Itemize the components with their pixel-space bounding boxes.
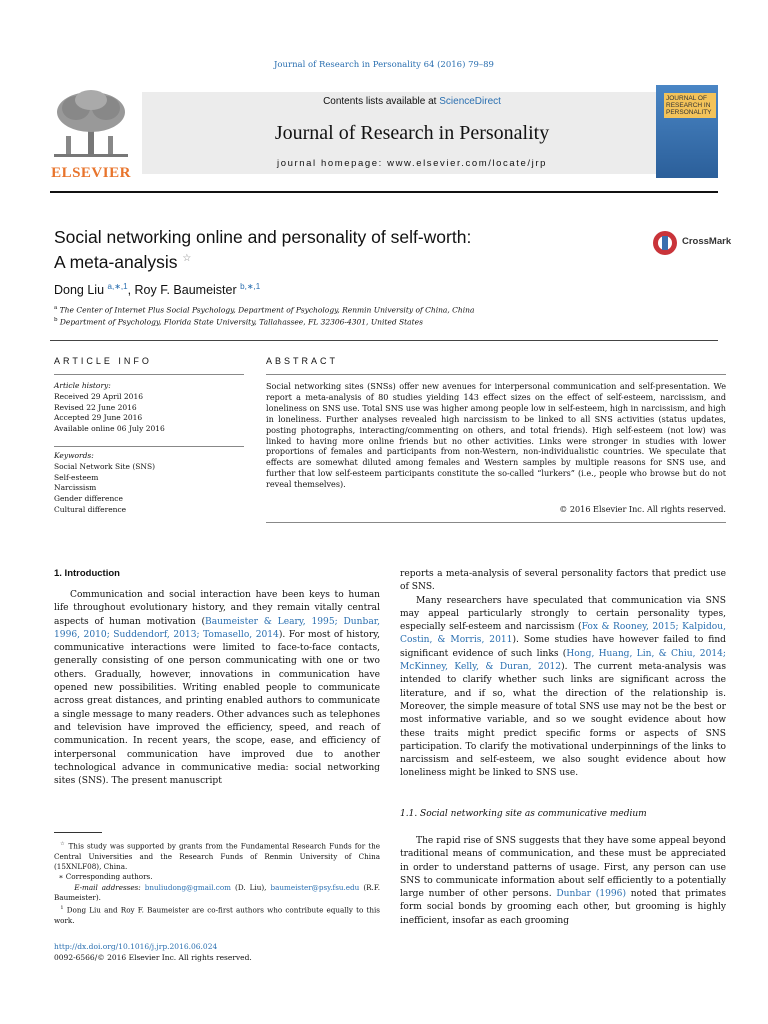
- contents-prefix: Contents lists available at: [323, 96, 440, 107]
- email-link[interactable]: baumeister@psy.fsu.edu: [270, 882, 360, 892]
- doi-link[interactable]: http://dx.doi.org/10.1016/j.jrp.2016.06.024: [54, 942, 218, 951]
- title-line-2: A meta-analysis: [54, 251, 178, 272]
- right-column-subsection-text: [400, 835, 726, 928]
- history-item: Revised 22 June 2016: [54, 402, 137, 412]
- keywords-rule: [54, 446, 244, 447]
- footnote-corresponding: ∗ Corresponding authors.: [54, 872, 153, 882]
- paragraph-text: Communication and social interaction have been keys to human life throughout evolutionary history, and they remain vitally central aspects of human motivation (: [54, 590, 380, 627]
- abstract-copyright: © 2016 Elsevier Inc. All rights reserved.: [559, 504, 726, 514]
- keywords: [54, 451, 244, 516]
- footnote-funding: [54, 839, 380, 872]
- subsection-heading: 1.1. Social networking site as communicative medium: [400, 809, 647, 819]
- affiliation-text: The Center of Internet Plus Social Psychology, Department of Psychology, Renmin University of China, China: [59, 305, 475, 315]
- history-item: Accepted 29 June 2016: [54, 413, 143, 423]
- paragraph-text: ). For most of history, communicative interactions were limited to face-to-face contacts, generally consisting of one person communicating with one or two others. Gradually, however, innovations in communication have opened new possibilities. Writing enabled people to communicate across great distances, and printing enabled authors to communicate a single message to many readers. Other advances such as telephones and television have improved the efficiency, speed, and reach of communication. In recent years, the scope, ease, and efficiency of interpersonal communication have improved due to another technological advance in communicative media: social networking sites (SNS). The present manuscript: [54, 629, 381, 787]
- footnote-rule: [54, 832, 102, 833]
- keyword-item: Narcissism: [54, 483, 97, 493]
- journal-homepage[interactable]: journal homepage: www.elsevier.com/locate/jrp: [276, 158, 547, 169]
- right-column-text: [400, 568, 726, 781]
- keyword-item: Gender difference: [54, 494, 123, 504]
- author-affiliation-marks[interactable]: a,∗,1: [107, 282, 128, 291]
- abstract-rule: [266, 374, 726, 375]
- affiliation-b: [54, 317, 423, 327]
- citation-link[interactable]: Fox & Rooney, 2015; Kalpidou, Costin, & Morris, 2011: [400, 622, 726, 646]
- elsevier-tree-icon: [50, 88, 132, 164]
- email-label: E-mail addresses:: [74, 882, 141, 892]
- affiliation-marker: a: [54, 305, 58, 311]
- author-name[interactable]: Dong Liu: [54, 283, 105, 298]
- paragraph: [400, 835, 726, 928]
- title-footnote-star-icon[interactable]: ☆: [182, 253, 192, 264]
- footnote-text: Dong Liu and Roy F. Baumeister are co-first authors who contribute equally to this work.: [54, 905, 380, 925]
- footnote-marker: 1: [60, 905, 64, 912]
- journal-cover-thumbnail[interactable]: [656, 85, 718, 178]
- keyword-item: Social Network Site (SNS): [54, 461, 156, 471]
- paragraph: [400, 595, 726, 781]
- journal-citation-link[interactable]: Journal of Research in Personality 64 (2016) 79–89: [274, 60, 494, 70]
- email-owner: (D. Liu),: [230, 882, 271, 892]
- author-list: [54, 282, 260, 297]
- affiliation-text: Department of Psychology, Florida State University, Tallahassee, FL 32306-4301, United States: [59, 317, 423, 327]
- footnotes: [54, 839, 380, 926]
- history-item: Received 29 April 2016: [54, 391, 143, 401]
- history-label: Article history:: [54, 381, 111, 390]
- paragraph-text: Many researchers have speculated that communication via SNS may appeal particularly strongly to certain personality types, especially self-esteem and narcissism (: [400, 595, 726, 633]
- keyword-item: Cultural difference: [54, 504, 127, 514]
- elsevier-logo[interactable]: [50, 88, 132, 184]
- sciencedirect-link[interactable]: ScienceDirect: [439, 96, 501, 107]
- masthead-divider: [50, 191, 718, 193]
- article-info-heading: ARTICLE INFO: [54, 356, 152, 366]
- keywords-label: Keywords:: [54, 451, 94, 460]
- footnote-emails: [54, 883, 380, 904]
- keyword-item: Self-esteem: [54, 472, 99, 482]
- article-history: [54, 381, 244, 435]
- elsevier-wordmark: ELSEVIER: [51, 165, 131, 181]
- journal-title: Journal of Research in Personality: [274, 122, 550, 144]
- email-owner: (R.F. Baumeister).: [54, 882, 380, 902]
- doi-block: [54, 941, 252, 963]
- title-line-1: Social networking online and personality of self-worth:: [54, 227, 472, 247]
- journal-masthead: [50, 88, 718, 184]
- paragraph-text: noted that primates form social bonds by grooming each other, but grooming is highly inefficient, insofar as each grooming: [400, 889, 726, 926]
- footnote-cofirst: [54, 903, 380, 926]
- footnote-text: Corresponding authors.: [65, 872, 153, 882]
- citation-link[interactable]: Dunbar (1996): [556, 889, 627, 900]
- masthead-banner: [142, 92, 682, 174]
- cover-title: JOURNAL OF RESEARCH IN PERSONALITY: [664, 93, 716, 118]
- issn-line: 0092-6566/© 2016 Elsevier Inc. All rights reserved.: [54, 953, 252, 962]
- author-separator: ,: [127, 283, 135, 298]
- abstract-body: Social networking sites (SNSs) offer new avenues for interpersonal communication and self-presentation. We report a meta-analysis of 80 studies yielding 143 effect sizes on the effect of self-esteem, narcissism, and loneliness on SNS use. Total SNS use was higher among people low in self-esteem, high in narcissism, and high in loneliness. Further analyses revealed high narcissism to be linked to all SNS activities (status updates, posting photographs, interacting/commenting on others, and total friends). High self-esteem (not low) was linked to having more online friends but no other activities. Links were stronger in studies with lower proportions of females and participants from non-Western, non-individualistic countries. We speculate that effects are somewhat diluted among females and Western samples by multiple reasons for SNS use, and further that low self-esteem participants constitute the so-called “lurkers” (i.e., people who browse but do not reveal themselves).: [266, 381, 726, 490]
- affiliation-marker: b: [54, 317, 58, 323]
- email-link[interactable]: bnuliudong@gmail.com: [144, 882, 231, 892]
- intro-paragraph: [54, 589, 380, 788]
- paragraph-text: ). Some studies have however failed to find significant evidence of such links (: [400, 635, 726, 659]
- paragraph-text: ). The current meta-analysis was intended to clarify whether such links are significant across the literature, and if so, what the direction of the relationship is. Moreover, the simple measure of total SNS use may not be the best or most informative variable, and so we sought evidence about how these traits might predict specific forms or aspects of SNS participation. To clarify the motivational underpinnings of the links to narcissism and self-esteem, we also sought evidence about how loneliness might be linked to SNS use.: [400, 662, 726, 779]
- article-title: [54, 226, 614, 273]
- abstract-heading: ABSTRACT: [266, 356, 339, 366]
- info-section-divider: [50, 340, 718, 341]
- crossmark-icon: [652, 228, 678, 258]
- abstract-bottom-rule: [266, 522, 726, 523]
- crossmark-label: CrossMark: [682, 236, 732, 247]
- section-heading-introduction: 1. Introduction: [54, 568, 120, 579]
- citation-link[interactable]: Baumeister & Leary, 1995; Dunbar, 1996, 2010; Suddendorf, 2013; Tomasello, 2014: [54, 616, 380, 640]
- author-name[interactable]: Roy F. Baumeister: [134, 283, 237, 298]
- footnote-star-icon: ☆: [60, 841, 66, 847]
- crossmark-badge[interactable]: [652, 228, 732, 258]
- history-item: Available online 06 July 2016: [54, 424, 165, 434]
- footnote-text: This study was supported by grants from the Fundamental Research Funds for the Central Universities and the Research Funds of Renmin University of China (15XNLF08), China.: [54, 841, 381, 871]
- article-info-rule: [54, 374, 244, 375]
- contents-line: [142, 96, 682, 107]
- left-column-text: [54, 589, 380, 788]
- author-affiliation-marks[interactable]: b,∗,1: [240, 282, 261, 291]
- paragraph: reports a meta-analysis of several personality factors that predict use of SNS.: [400, 569, 726, 593]
- paragraph-text: The rapid rise of SNS suggests that they have some appeal beyond traditional means of communication, and these must be appreciated in order to understand patterns of usage. First, any person can use SNS to communicate information about self efficiently to a potentially large number of other persons.: [400, 836, 726, 900]
- citation-link[interactable]: Hong, Huang, Lin, & Chiu, 2014; McKinney, Kelly, & Duran, 2012: [400, 648, 726, 673]
- affiliation-a: [54, 305, 474, 315]
